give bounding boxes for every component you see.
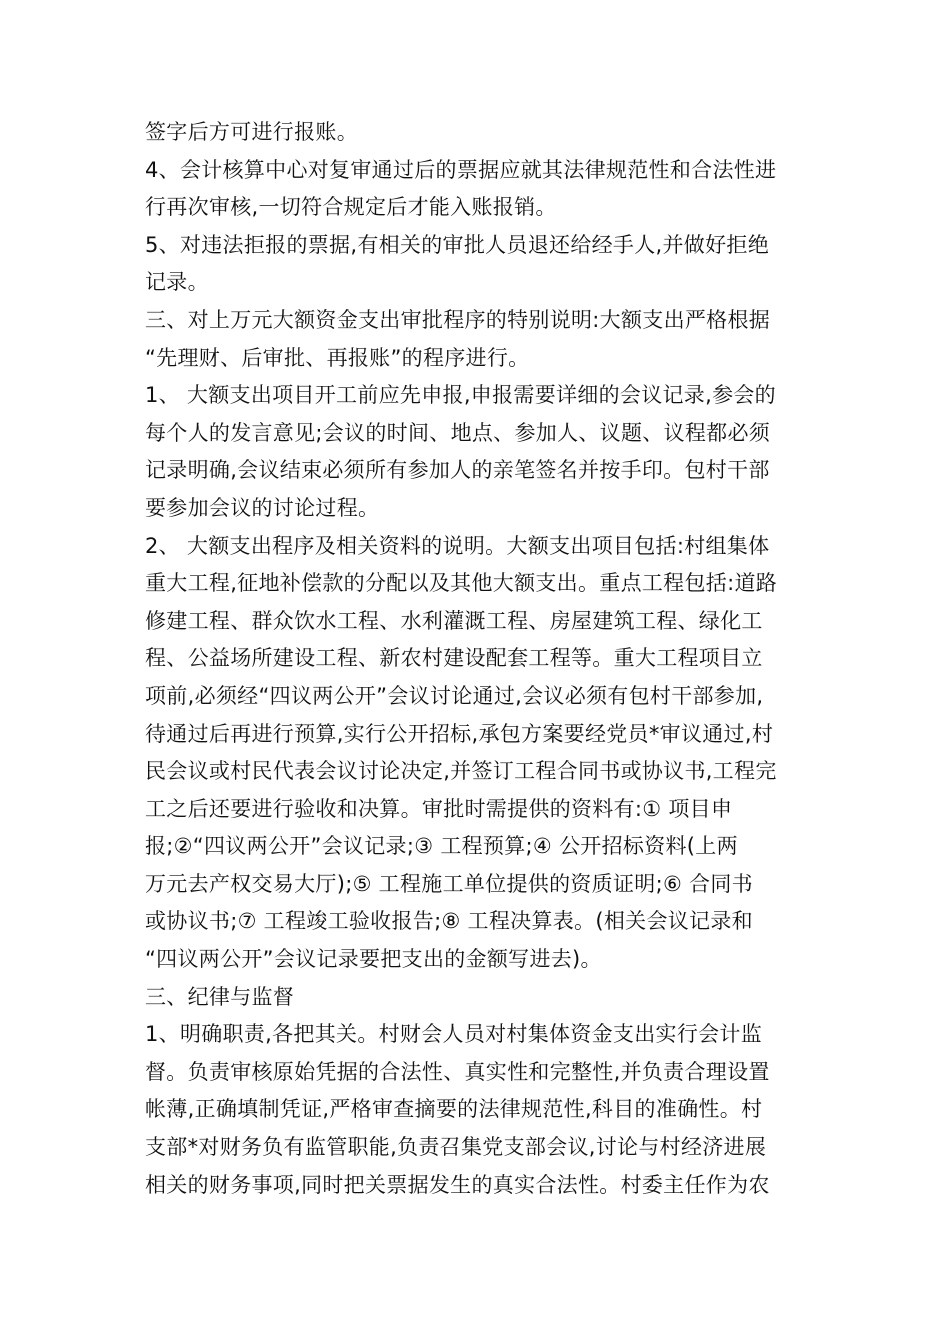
text-line: 程、公益场所建设工程、新农村建设配套工程等。重大工程项目立 [145,646,763,671]
text-line: 民会议或村民代表会议讨论决定,并签订工程合同书或协议书,工程完 [145,759,777,784]
text-line: 行再次审核,一切符合规定后才能入账报销。 [145,195,557,220]
text-line: 报;②“四议两公开”会议记录;③ 工程预算;④ 公开招标资料(上两 [145,834,738,859]
text-line: 每个人的发言意见;会议的时间、地点、参加人、议题、议程都必须 [145,420,771,445]
text-line: 2、 大额支出程序及相关资料的说明。大额支出项目包括:村组集体 [145,533,770,558]
text-line: “四议两公开”会议记录要把支出的金额写进去)。 [145,947,602,972]
text-line: “先理财、后审批、再报账”的程序进行。 [145,345,530,370]
text-line: 4、会计核算中心对复审通过后的票据应就其法律规范性和合法性进 [145,157,777,182]
text-line: 工之后还要进行验收和决算。审批时需提供的资料有:① 项目申 [145,796,733,821]
text-line: 重大工程,征地补偿款的分配以及其他大额支出。重点工程包括:道路 [145,571,778,596]
text-line: 1、明确职责,各把其关。村财会人员对村集体资金支出实行会计监 [145,1022,763,1047]
text-line: 修建工程、群众饮水工程、水利灌溉工程、房屋建筑工程、绿化工 [145,608,763,633]
text-line: 签字后方可进行报账。 [145,120,358,144]
text-line: 5、对违法拒报的票据,有相关的审批人员退还给经手人,并做好拒绝 [145,232,770,257]
text-line: 帐薄,正确填制凭证,严格审查摘要的法律规范性,科目的准确性。村 [145,1097,763,1122]
text-line: 支部*对财务负有监管职能,负责召集党支部会议,讨论与村经济进展 [145,1135,767,1160]
section-heading: 三、纪律与监督 [145,984,295,1009]
text-line: 相关的财务事项,同时把关票据发生的真实合法性。村委主任作为农 [145,1172,770,1197]
text-line: 记录。 [145,270,209,295]
text-line: 万元去产权交易大厅);⑤ 工程施工单位提供的资质证明;⑥ 合同书 [145,871,753,896]
text-line: 或协议书;⑦ 工程竣工验收报告;⑧ 工程决算表。(相关会议记录和 [145,909,753,934]
section-heading: 三、对上万元大额资金支出审批程序的特别说明:大额支出严格根据 [145,307,771,332]
text-line: 记录明确,会议结束必须所有参加人的亲笔签名并按手印。包村干部 [145,458,770,483]
text-line: 项前,必须经“四议两公开”会议讨论通过,会议必须有包村干部参加, [145,683,764,708]
document-body [145,114,810,1204]
text-line: 要参加会议的讨论过程。 [145,495,380,520]
text-line: 待通过后再进行预算,实行公开招标,承包方案要经党员*审议通过,村 [145,721,774,746]
text-line: 1、 大额支出项目开工前应先申报,申报需要详细的会议记录,参会的 [145,383,776,408]
text-line: 督。负责审核原始凭据的合法性、真实性和完整性,并负责合理设置 [145,1059,770,1084]
